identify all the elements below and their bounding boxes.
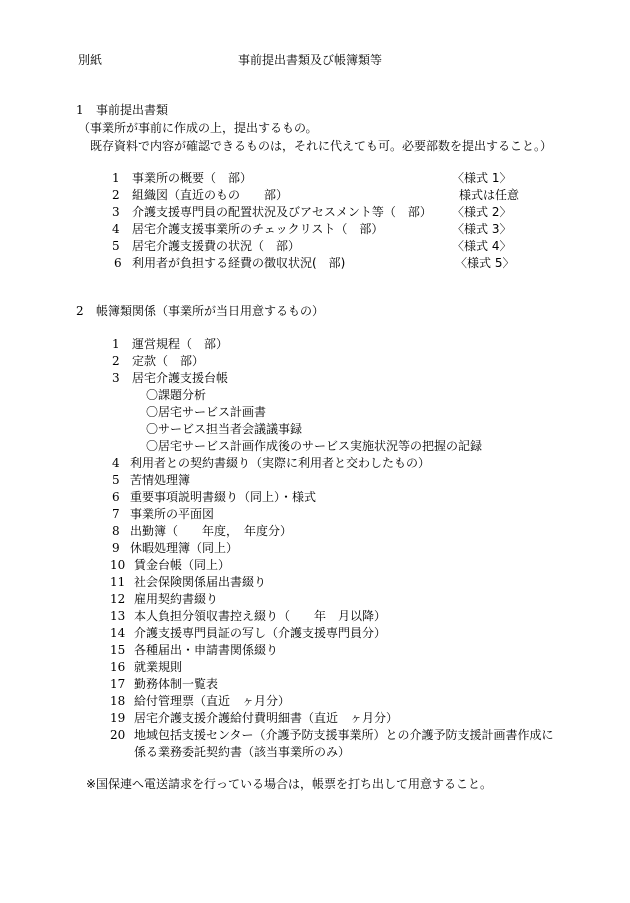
item-text: 本人負担分領収書控え綴り（ 年 月以降） xyxy=(134,609,387,623)
section2-number: 2 xyxy=(76,304,84,318)
item-number: 2 xyxy=(112,354,120,368)
item-text: 組織図（直近のもの 部） xyxy=(132,188,289,202)
section1-number: 1 xyxy=(76,103,84,117)
section1-heading: 事前提出書類 xyxy=(96,103,169,117)
item-text: 居宅介護支援費の状況（ 部） xyxy=(132,239,301,253)
item-number: 19 xyxy=(110,711,126,725)
item-text: 休暇処理簿（同上） xyxy=(130,541,239,555)
item-number: 2 xyxy=(112,188,120,202)
item-number: 11 xyxy=(110,575,126,589)
attachment-label: 別紙 xyxy=(78,53,103,67)
item-subtext: 〇課題分析 xyxy=(146,388,207,402)
item-number: 3 xyxy=(112,205,120,219)
item-text: 各種届出・申請書関係綴り xyxy=(134,643,279,657)
item-text: 苦情処理簿 xyxy=(130,473,191,487)
item-text: 利用者が負担する経費の徴収状況( 部) xyxy=(132,256,346,270)
item-form: 〈様式 1〉 xyxy=(452,171,512,185)
item-number: 5 xyxy=(112,473,120,487)
item-subtext: 〇サービス担当者会議議事録 xyxy=(146,422,303,436)
item-text: 居宅介護支援事業所のチェックリスト（ 部） xyxy=(132,222,384,236)
item-text: 重要事項説明書綴り（同上）・様式 xyxy=(130,490,317,504)
item-number: 6 xyxy=(112,490,120,504)
item-number: 20 xyxy=(110,728,126,742)
item-number: 4 xyxy=(112,222,120,236)
item-form: 〈様式 3〉 xyxy=(452,222,512,236)
item-text: 利用者との契約書綴り（実際に利用者と交わしたもの） xyxy=(130,456,431,470)
item-number: 16 xyxy=(110,660,126,674)
item-number: 3 xyxy=(112,371,120,385)
item-number: 1 xyxy=(112,171,120,185)
item-text: 居宅介護支援台帳 xyxy=(132,371,229,385)
item-number: 18 xyxy=(110,694,126,708)
item-text: 賃金台帳（同上） xyxy=(134,558,231,572)
item-form: 〈様式 5〉 xyxy=(455,256,515,270)
item-text: 地域包括支援センター（介護予防支援事業所）との介護予防支援計画書作成に xyxy=(134,728,554,742)
item-number: 17 xyxy=(110,677,126,691)
page-title: 事前提出書類及び帳簿類等 xyxy=(238,53,383,67)
item-number: 6 xyxy=(114,256,122,270)
item-number: 9 xyxy=(112,541,120,555)
item-text: 社会保険関係届出書綴り xyxy=(134,575,267,589)
item-text: 就業規則 xyxy=(134,660,183,674)
section2-heading: 帳簿類関係（事業所が当日用意するもの） xyxy=(96,304,325,318)
item-number: 14 xyxy=(110,626,126,640)
item-form: 〈様式 2〉 xyxy=(452,205,512,219)
footer-note: ※国保連へ電送請求を行っている場合は，帳票を打ち出して用意すること。 xyxy=(86,777,493,791)
item-number: 13 xyxy=(110,609,126,623)
item-text: 事業所の概要（ 部） xyxy=(132,171,253,185)
item-text: 事業所の平面図 xyxy=(130,507,215,521)
item-text: 定款（ 部） xyxy=(132,354,205,368)
item-text: 勤務体制一覧表 xyxy=(134,677,219,691)
item-number: 4 xyxy=(112,456,120,470)
item-number: 12 xyxy=(110,592,126,606)
item-text: 給付管理票（直近 ヶ月分） xyxy=(134,694,291,708)
item-form: 〈様式 4〉 xyxy=(452,239,512,253)
section1-note-line2: 既存資料で内容が確認できるものは，それに代えても可。必要部数を提出すること。） xyxy=(90,139,553,153)
item-text-continuation: 係る業務委託契約書（該当事業所のみ） xyxy=(134,745,351,759)
section1-note-line1: （事業所が事前に作成の上，提出するもの。 xyxy=(78,121,318,135)
item-number: 5 xyxy=(112,239,120,253)
item-text: 出勤簿（ 年度， 年度分） xyxy=(130,524,293,538)
item-subtext: 〇居宅サービス計画作成後のサービス実施状況等の把握の記録 xyxy=(146,439,483,453)
item-number: 7 xyxy=(112,507,120,521)
item-text: 介護支援専門員証の写し（介護支援専門員分） xyxy=(134,626,387,640)
item-number: 1 xyxy=(112,337,120,351)
item-text: 運営規程（ 部） xyxy=(132,337,229,351)
item-number: 15 xyxy=(110,643,126,657)
item-subtext: 〇居宅サービス計画書 xyxy=(146,405,267,419)
item-text: 介護支援専門員の配置状況及びアセスメント等（ 部） xyxy=(132,205,432,219)
item-form: 様式は任意 xyxy=(459,188,520,202)
item-text: 居宅介護支援介護給付費明細書（直近 ヶ月分） xyxy=(134,711,399,725)
item-number: 10 xyxy=(110,558,126,572)
item-text: 雇用契約書綴り xyxy=(134,592,219,606)
item-number: 8 xyxy=(112,524,120,538)
